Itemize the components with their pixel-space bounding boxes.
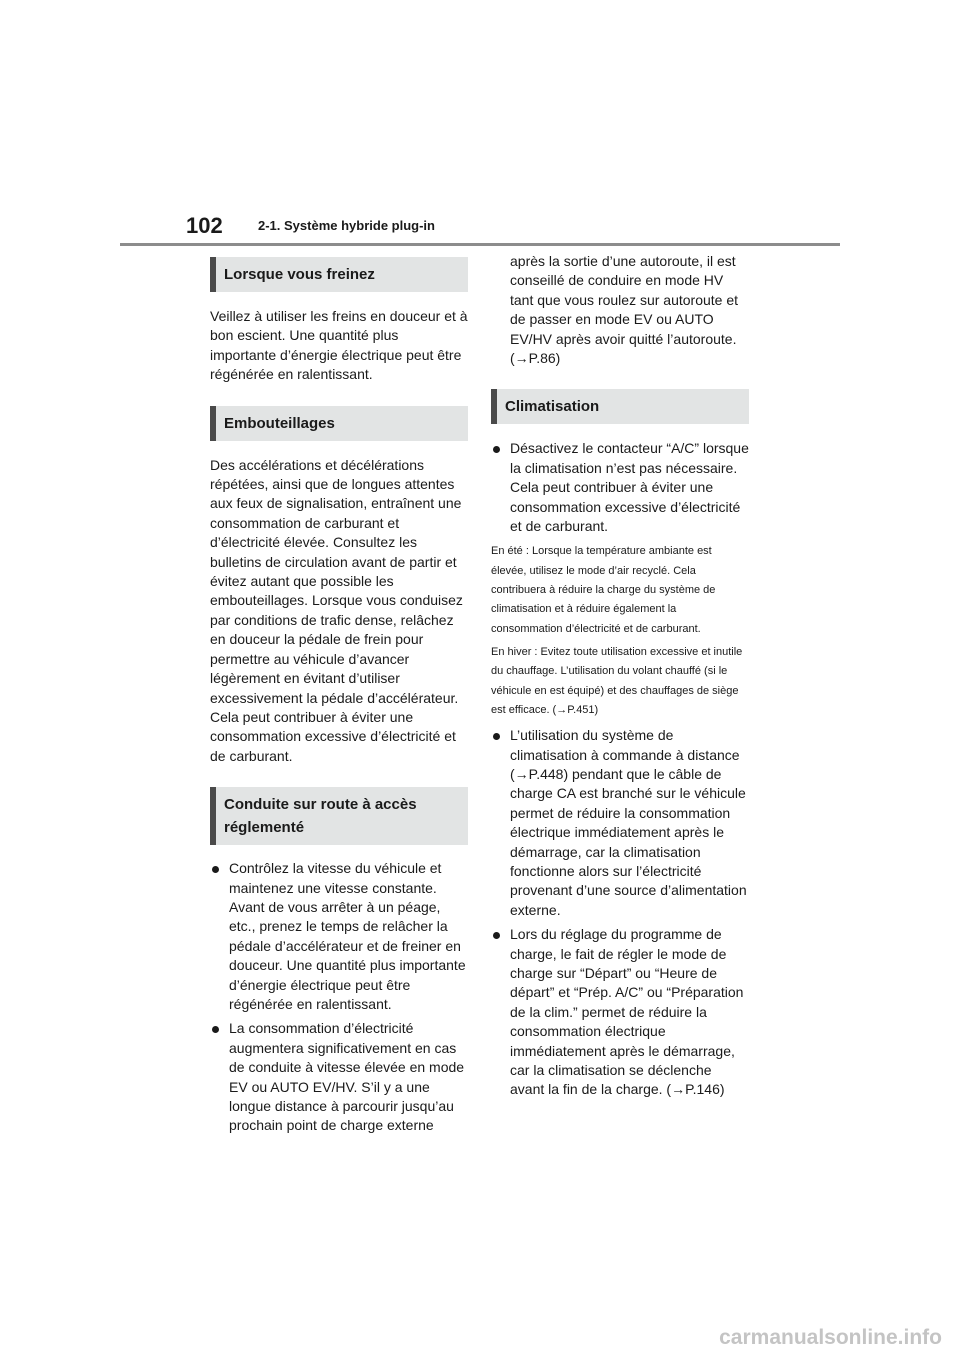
bullet-icon xyxy=(212,866,219,873)
heading-traffic-jams: Embouteillages xyxy=(210,406,468,441)
bullet-text: La consommation d’électricité augmentera significativement en cas de conduite à vitesse élevée en mode EV ou AUTO EV/HV. S’il y a une longue distance à parcourir jusqu’au prochain point de charge externe xyxy=(229,1020,465,1134)
heading-braking: Lorsque vous freinez xyxy=(210,257,468,292)
heading-restricted-road: Conduite sur route à accès réglementé xyxy=(210,787,468,845)
summer-note: En été : Lorsque la température ambiante est élevée, utilisez le mode d’air recyclé. Cela contribuera à réduire la charge du système de climatisation et à réduire également la consommation d’électricité et de carburant. xyxy=(491,545,716,635)
list-item xyxy=(491,925,749,1100)
list-item xyxy=(210,859,468,1014)
list-item xyxy=(210,1019,468,1135)
heading-air-conditioning: Climatisation xyxy=(491,389,749,424)
continued-text: après la sortie d’une autoroute, il est conseillé de conduire en mode HV tant que vous roulez sur autoroute et de passer en mode EV ou AUTO EV/HV après avoir quitté l’autoroute. (→P.86) xyxy=(510,253,739,367)
winter-note: En hiver : Evitez toute utilisation excessive et inutile du chauffage. L’utilisation du volant chauffé (si le véhicule en est équipé) et des chauffages de siège est efficace. (→P.451) xyxy=(491,645,743,716)
bullet-icon xyxy=(493,446,500,453)
continued-bullet xyxy=(491,252,749,368)
list-item xyxy=(491,726,749,920)
bullet-text: L’utilisation du système de climatisation à commande à distance (→P.448) pendant que le câble de charge CA est branché sur le véhicule permet de réduire la consommation électrique immédiatement après le démarrage, car la climatisation fonctionne alors sur l’électricité provenant d’une source d’alimentation externe. xyxy=(510,727,747,918)
bullet-icon xyxy=(493,733,500,740)
list-item xyxy=(491,439,749,536)
bullet-text: Contrôlez la vitesse du véhicule et maintenez une vitesse constante. Avant de vous arrêter à un péage, etc., prenez le temps de relâcher la pédale d’accélérateur et de freiner en douceur. Une quantité plus importante d’énergie électrique peut être régénérée en ralentissant. xyxy=(229,860,466,1012)
bullet-text: Lors du réglage du programme de charge, le fait de régler le mode de charge sur “Départ” ou “Heure de départ” et “Prép. A/C” ou “Préparation de la clim.” permet de réduire la consommation électrique immédiatement après le démarrage, car la climatisation se déclenche avant la fin de la charge. (→P.146) xyxy=(510,926,744,1098)
braking-paragraph: Veillez à utiliser les freins en douceur et à bon escient. Une quantité plus importante d’énergie électrique peut être régénérée en ralentissant. xyxy=(210,308,468,383)
section-title: 2-1. Système hybride plug-in xyxy=(258,218,435,233)
bullet-icon xyxy=(212,1026,219,1033)
header-rule xyxy=(120,243,840,246)
left-column xyxy=(210,257,468,1136)
bullet-icon xyxy=(493,932,500,939)
traffic-jams-paragraph: Des accélérations et décélérations répétées, ainsi que de longues attentes aux feux de signalisation, entraînent une consommation de carburant et d’électricité élevée. Consultez les bulletins de circulation avant de partir et évitez autant que possible les embouteillages. Lorsque vous conduisez par conditions de trafic dense, relâchez en douceur la pédale de frein pour permettre au véhicule d’avancer légèrement en évitant d’utiliser excessivement la pédale d’accélérateur. Cela peut contribuer à éviter une consommation excessive d’électricité et de carburant. xyxy=(210,456,463,764)
bullet-text: Désactivez le contacteur “A/C” lorsque la climatisation n’est pas nécessaire. Cela peut contribuer à éviter une consommation excessive d’électricité et de carburant. xyxy=(510,440,749,535)
watermark: carmanualsonline.info xyxy=(719,1326,942,1349)
right-column xyxy=(491,252,749,1100)
page-number: 102 xyxy=(186,213,223,238)
